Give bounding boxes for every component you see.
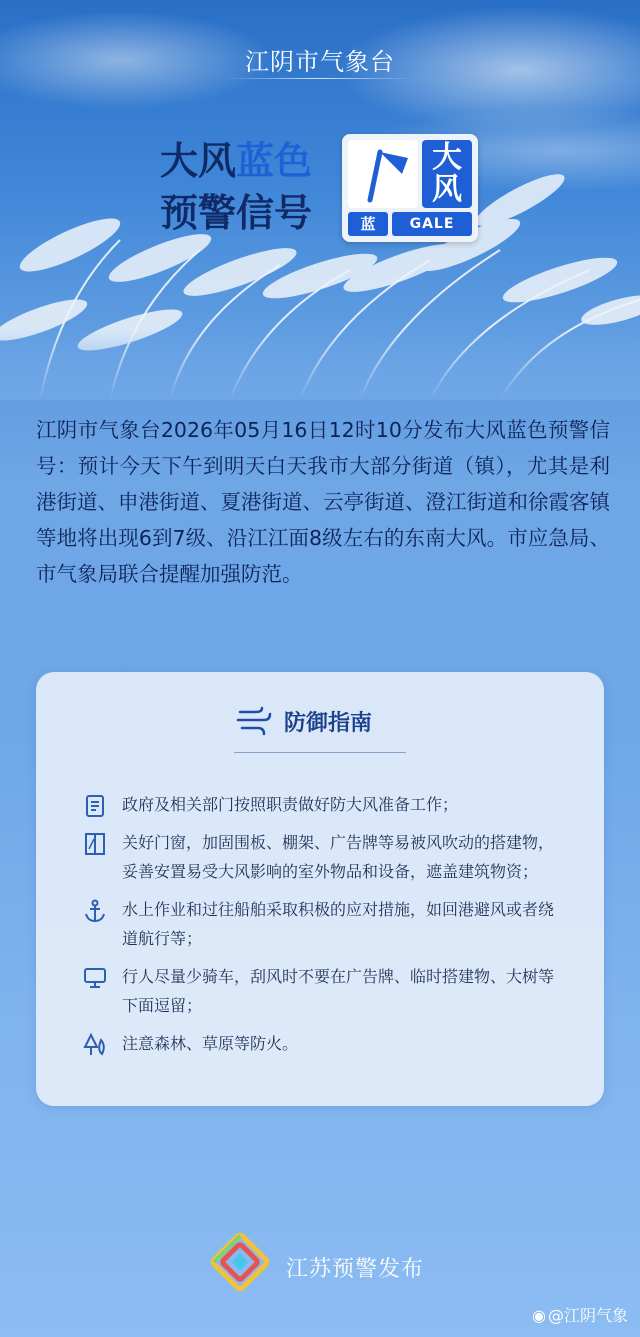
wind-icon [236, 704, 272, 738]
guide-item [82, 895, 562, 953]
document-icon [82, 793, 108, 819]
billboard-icon [82, 965, 108, 991]
warning-title-signal: 预警信号 [160, 191, 313, 235]
warning-title-color: 蓝色 [236, 139, 313, 183]
defense-guide-card [36, 672, 604, 1106]
guide-title: 防御指南 [284, 711, 373, 736]
weibo-watermark [532, 1303, 628, 1326]
warning-title [160, 135, 312, 239]
footer [208, 1230, 468, 1300]
hero-banner [0, 0, 640, 400]
guide-item-text: 政府及相关部门按照职责做好防大风准备工作； [122, 795, 459, 814]
title-divider [225, 78, 415, 79]
flag-icon [348, 140, 418, 208]
badge-char-top: 大 [432, 140, 462, 175]
forest-fire-icon [82, 1032, 108, 1058]
warning-bulletin: 江阴市气象台2026年05月16日12时10分发布大风蓝色预警信号：预计今天下午到明天白天我市大部分街道（镇），尤其是利港街道、申港街道、夏港街道、云亭街道、澄江街道和徐霞客镇等地将出现6到7级、沿江江面8级左右的东南大风。市应急局、市气象局联合提醒加强防范。 [36, 418, 610, 586]
badge-english: GALE [392, 212, 472, 236]
badge-char [422, 140, 472, 208]
guide-item [82, 962, 562, 1020]
badge-char-bottom: 风 [432, 172, 462, 207]
window-icon [82, 831, 108, 857]
guide-item [82, 790, 562, 819]
weibo-icon: ◉ [532, 1306, 546, 1325]
guide-item [82, 828, 562, 886]
guide-divider [234, 752, 406, 753]
guide-item-text: 水上作业和过往船舶采取积极的应对措施，如回港避风或者绕道航行等； [122, 900, 555, 948]
watermark-text: @江阴气象 [547, 1306, 628, 1325]
guide-list [82, 790, 562, 1067]
org-title: 江阴市气象台 [245, 48, 395, 76]
warning-title-type: 大风 [160, 139, 237, 183]
badge-level: 蓝 [348, 212, 388, 236]
guide-header [36, 702, 604, 742]
guide-item-text: 行人尽量少骑车，刮风时不要在广告牌、临时搭建物、大树等下面逗留； [122, 967, 555, 1015]
jiangsu-warning-logo-icon [208, 1230, 272, 1294]
guide-item-text: 注意森林、草原等防火。 [122, 1034, 299, 1053]
footer-name: 江苏预警发布 [286, 1257, 425, 1282]
anchor-icon [82, 898, 108, 924]
guide-item-text: 关好门窗，加固围板、棚架、广告牌等易被风吹动的搭建物，妥善安置易受大风影响的室外物品和设备，遮盖建筑物资； [122, 833, 555, 881]
warning-badge [342, 134, 478, 242]
guide-item [82, 1029, 562, 1058]
